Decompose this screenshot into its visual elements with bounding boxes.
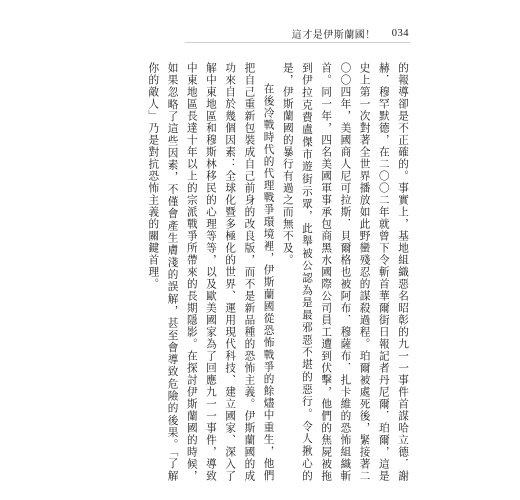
page-number: 034 [391,28,409,39]
running-header [292,26,409,41]
header-rule [185,42,410,43]
body-text [143,62,412,482]
paragraph: 在後冷戰時代的代理戰爭環境裡，伊斯蘭國從恐怖戰爭的餘燼中重生，他們把自己重新包裝成自己前身的改良版，而不是新品種的恐怖主義。伊斯蘭國的成功來自於幾個因素：全球化暨多極化的世界、運用現代科技、建立國家、深入了解中東地區和穆斯林移民的心理等等，以及歐美國家為了回應九一一事件，導致中東地區長達十年以上的宗派戰爭所帶來的長期隱影。在探討伊斯蘭國的時候，如果忽略了這些因素，不僅會產生膚淺的誤解，甚至會導致危險的後果。「了解你的敵人」乃是對抗恐怖主義的關鍵首理。 [147,62,275,482]
running-title: 這才是伊斯蘭國！ [291,30,376,41]
paragraph-continued: 的報導卻是不正確的。事實上，基地組織惡名昭彰的九一一事件首謀哈立德．謝赫．穆罕默德，在二〇〇二年就曾下令斬首華爾街日報記者丹尼爾．珀爾，這是史上第一次對著全世界播放如此野蠻殘忍的謀殺過程。珀爾被處死後，緊接著二〇〇四年，美國商人尼可拉斯．貝爾格也被阿布．穆薩布．扎卡維的恐怖組織斬首。同一年，四名美國軍事承包商黑水國際公司員工遭到伏擊，他們的焦屍被拖到伊拉克費盧傑市遊街示眾，此舉被公認為是最邪惡不堪的惡行。令人揪心的是，伊斯蘭國的暴行有過之而無不及。 [281,62,409,482]
